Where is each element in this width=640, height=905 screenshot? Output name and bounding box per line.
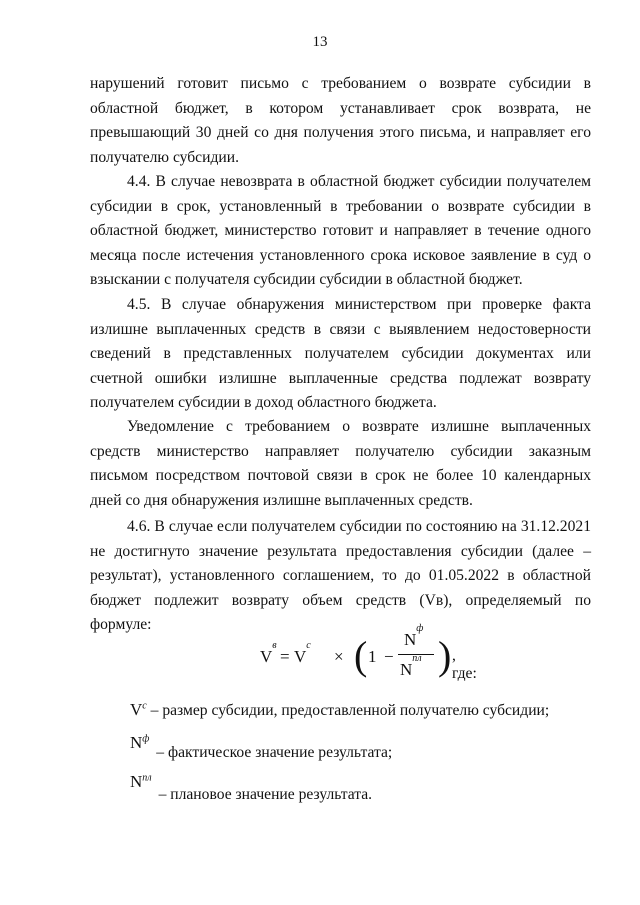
paragraph-4-5: 4.5. В случае обнаружения министерством при проверке факта излишне выплаченных средств в связи с выявлением недостоверности сведений в представленных получателем субсидии документах или счетной ошибки излишне выплаченные средства подлежат возврату получателем субсидии в доход областного бюджета. <box>90 296 591 412</box>
definition-nf <box>130 733 590 761</box>
formula-numerator: $N^ф$ <box>404 623 424 649</box>
definition-text: – фактическое значение результата; <box>156 744 393 761</box>
definition-symbol: $N^ф$ <box>130 733 150 752</box>
definition-text: – плановое значение результата. <box>158 786 373 803</box>
paragraph-4-4: 4.4. В случае невозврата в областной бюджет субсидии получателем субсидии в срок, установленный в требовании о возврате субсидии в областной бюджет, министерство готовит и направляет в течение одного месяца после истечения установленного срока исковое заявление в суд о взыскании с получателя субсидии субсидии в областной бюджет. <box>90 173 591 289</box>
definition-symbol: $N^{пл}$ <box>130 772 152 791</box>
section-notice <box>90 415 591 513</box>
body-text <box>90 72 591 170</box>
formula-v: $V^c$ <box>294 640 311 666</box>
formula-suffix: , где: <box>452 647 477 682</box>
formula-denominator: $N^{пл}$ <box>400 653 422 679</box>
formula-paren-left: ( <box>354 633 368 678</box>
page-number: 13 <box>312 34 328 50</box>
formula-times: × <box>334 647 344 666</box>
definition-vc <box>130 700 590 720</box>
definition-npl <box>130 772 590 803</box>
paragraph-1: нарушений готовит письмо с требованием о возврате субсидии в областной бюджет, в котором устанавливает срок возврата, не превышающий 30 дней со дня получения этого письма, и направляет его получателю субсидии. <box>90 75 591 166</box>
formula-equals: = <box>280 647 290 666</box>
formula-paren-right: ) <box>438 633 452 678</box>
paragraph-4-6: 4.6. В случае если получателем субсидии по состоянию на 31.12.2021 не достигнуто значение результата предоставления субсидии (далее – результат), установленного соглашением, то до 01.05.2022 в областной бюджет подлежит возврату объем средств (Vв), определяемый по формуле: <box>90 518 591 634</box>
section-4-4 <box>90 170 591 293</box>
section-4-6 <box>90 515 591 638</box>
formula-lhs: $V^в$ <box>260 640 277 666</box>
definition-text: – размер субсидии, предоставленной получателю субсидии; <box>150 702 550 719</box>
formula <box>260 623 480 686</box>
formula-minus: − <box>384 647 394 666</box>
formula-one: 1 <box>368 647 377 666</box>
definition-symbol: $V^c$ <box>130 700 147 719</box>
section-4-5 <box>90 293 591 416</box>
paragraph-notice: Уведомление с требованием о возврате излишне выплаченных средств министерство направляет получателю субсидии заказным письмом посредством почтовой связи в срок не более 10 календарных дней со дня обнаружения излишне выплаченных средств. <box>90 418 591 509</box>
